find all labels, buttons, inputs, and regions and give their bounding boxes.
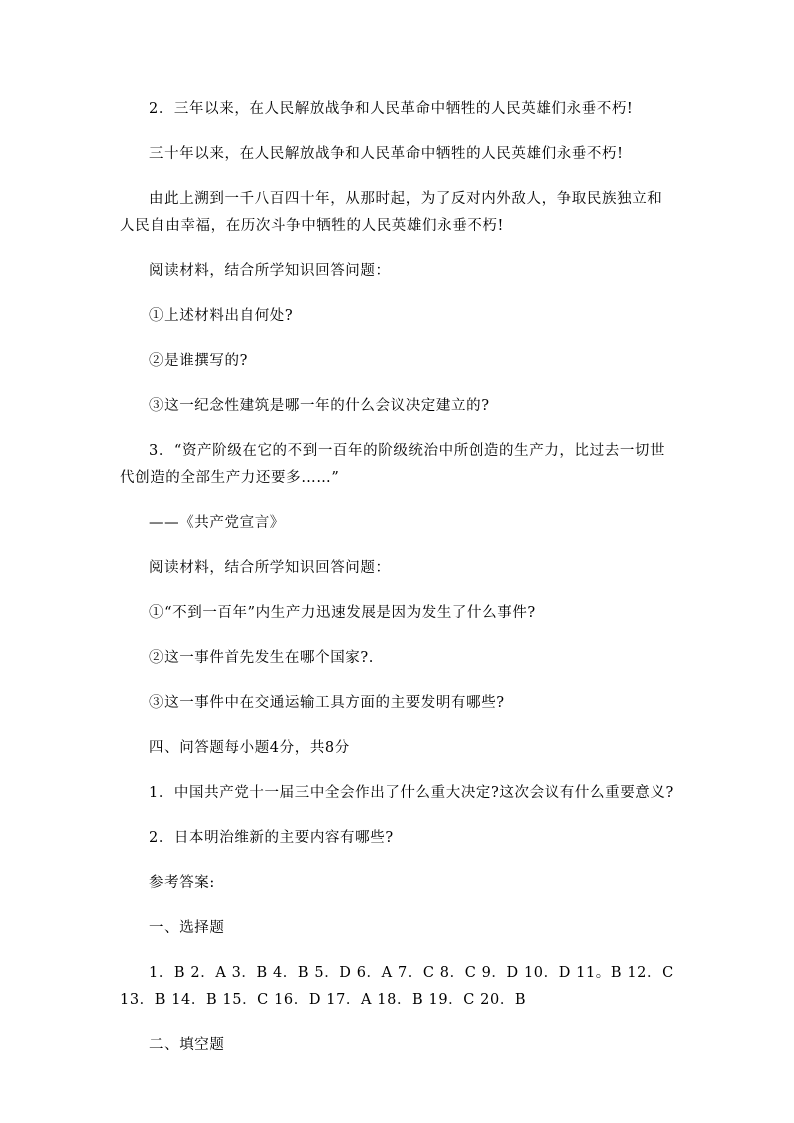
sub-question-1: ①上述材料出自何处? (149, 308, 294, 324)
sub-question-2: ②是谁撰写的? (149, 353, 248, 369)
question-3-quote: 3．“资产阶级在它的不到一百年的阶级统治中所创造的生产力，比过去一切世代创造的全部生产力还要多……” (120, 443, 666, 486)
sub-question-1b: ①“不到一百年”内生产力迅速发展是因为发生了什么事件? (149, 605, 536, 621)
document-page (120, 96, 676, 1077)
question-2-line-1: 2．三年以来，在人民解放战争和人民革命中牺牲的人民英雄们永垂不朽! (149, 101, 634, 117)
quote-source: ——《共产党宣言》 (149, 515, 285, 531)
answers-section-1-heading: 一、选择题 (149, 920, 225, 936)
instruction-read-material: 阅读材料，结合所学知识回答问题： (149, 263, 391, 279)
essay-question-1: 1．中国共产党十一届三中全会作出了什么重大决定?这次会议有什么重要意义? (149, 785, 674, 801)
sub-question-3: ③这一纪念性建筑是哪一年的什么会议决定建立的? (149, 398, 490, 414)
question-2-line-2: 三十年以来，在人民解放战争和人民革命中牺牲的人民英雄们永垂不朽! (149, 146, 624, 162)
answers-section-2-heading: 二、填空题 (149, 1037, 225, 1053)
section-4-heading: 四、问答题每小题4分，共8分 (149, 740, 350, 756)
answers-multiple-choice: 1．B 2．A 3．B 4．B 5．D 6．A 7．C 8．C 9．D 10．D 11。B 12．C 13．B 14．B 15．C 16．D 17．A 18．B 19．C 20．B (120, 965, 674, 1008)
instruction-read-material-2: 阅读材料，结合所学知识回答问题： (149, 560, 391, 576)
essay-question-2: 2．日本明治维新的主要内容有哪些? (149, 830, 394, 846)
sub-question-2b: ②这一事件首先发生在哪个国家?. (149, 650, 374, 666)
question-2-line-3: 由此上溯到一千八百四十年，从那时起，为了反对内外敌人，争取民族独立和人民自由幸福，在历次斗争中牺牲的人民英雄们永垂不朽! (120, 191, 663, 234)
answers-heading: 参考答案: (149, 875, 215, 891)
sub-question-3b: ③这一事件中在交通运输工具方面的主要发明有哪些? (149, 695, 505, 711)
